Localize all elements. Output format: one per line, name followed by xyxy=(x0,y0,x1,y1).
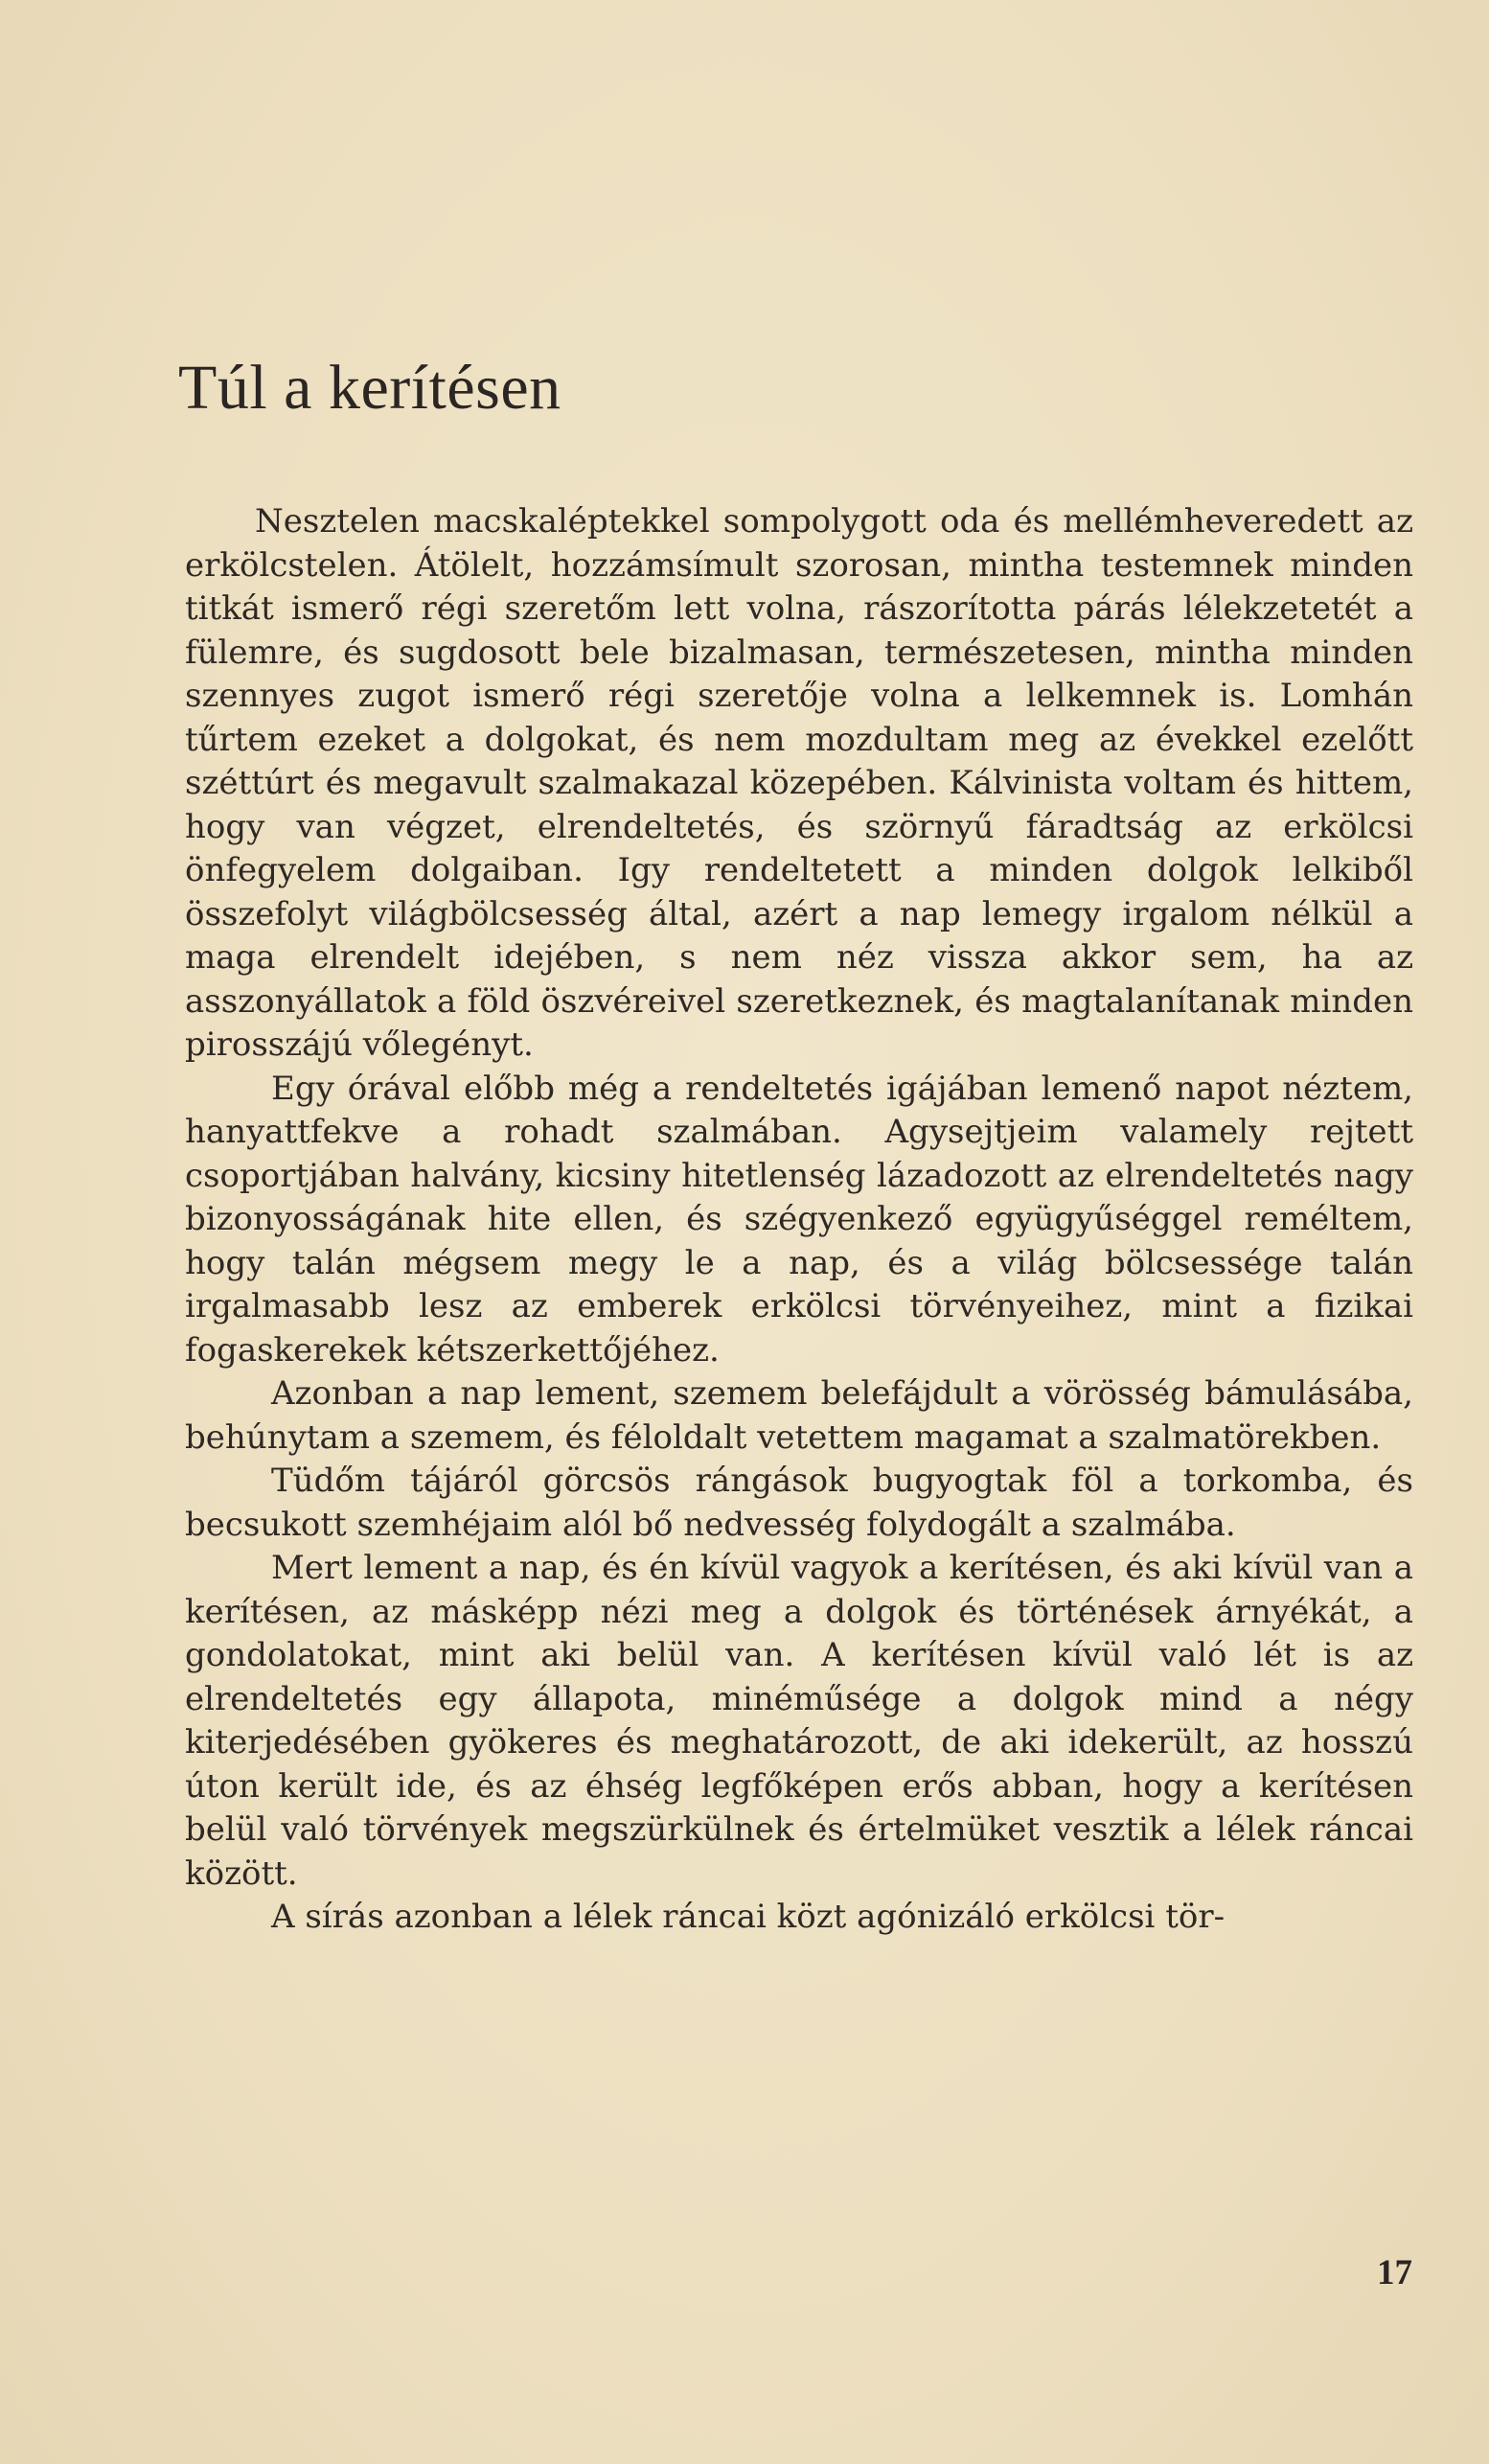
paragraph-1: Nesztelen macskaléptekkel sompolygott oda és mellémheveredett az erkölcstelen. Átölelt, hozzámsímult szorosan, mintha testemnek minden titkát ismerő régi szeretőm lett volna, rászorította párás lélekzetetét a fülemre, és sugdosott bele bizalmasan, természetesen, mintha minden szennyes zugot ismerő régi szeretője volna a lelkemnek is. Lomhán tűrtem ezeket a dolgokat, és nem mozdultam meg az évekkel ezelőtt széttúrt és megavult szalmakazal közepében. Kálvinista voltam és hittem, hogy van végzet, elrendeltetés, és szörnyű fáradtság az erkölcsi önfegyelem dolgaiban. Igy rendeltetett a minden dolgok lelkiből összefolyt világbölcsesség által, azért a nap lemegy irgalom nélkül a maga elrendelt idejében, s nem néz vissza akkor sem, ha az asszonyállatok a föld öszvéreivel szeretkeznek, és magtalanítanak minden pirosszájú vőlegényt. xyxy=(185,502,1413,1064)
paragraph-5: Mert lement a nap, és én kívül vagyok a kerítésen, és aki kívül van a kerítésen, az másképp nézi meg a dolgok és történések árnyékát, a gondolatokat, mint aki belül van. A kerítésen kívül való lét is az elrendeltetés egy állapota, minéműsége a dolgok mind a négy kiterjedésében gyökeres és meghatározott, de aki idekerült, az hosszú úton került ide, és az éhség legfőképen erős abban, hogy a kerítésen belül való törvények megszürkülnek és értelmüket vesztik a lélek ráncai között. xyxy=(185,1549,1413,1893)
paragraph-4: Tüdőm tájáról görcsös rángások bugyogtak föl a torkomba, és becsukott szemhéjaim alól bő nedvesség folydogált a szalmába. xyxy=(185,1462,1413,1544)
chapter-title: Túl a kerítésen xyxy=(178,353,561,423)
paragraph-3: Azonban a nap lement, szemem belefájdult a vörösség bámulásába, behúnytam a szemem, és féloldalt vetettem magamat a szalmatörekben. xyxy=(185,1374,1413,1457)
chapter-body xyxy=(185,500,1413,1940)
paragraph-2: Egy órával előbb még a rendeltetés igájában lemenő napot néztem, hanyattfekve a rohadt szalmában. Agysejtjeim valamely rejtett csoportjában halvány, kicsiny hitetlenség lázadozott az elrendeltetés nagy bizonyosságának hite ellen, és szégyenkező együgyűséggel reméltem, hogy talán mégsem megy le a nap, és a világ bölcsessége talán irgalmasabb lesz az emberek erkölcsi törvényeihez, mint a fizikai fogaskerekek kétszerkettőjéhez. xyxy=(185,1069,1413,1370)
paragraph-6: A sírás azonban a lélek ráncai közt agónizáló erkölcsi tör- xyxy=(271,1898,1226,1936)
page-number: 17 xyxy=(1377,2253,1412,2292)
